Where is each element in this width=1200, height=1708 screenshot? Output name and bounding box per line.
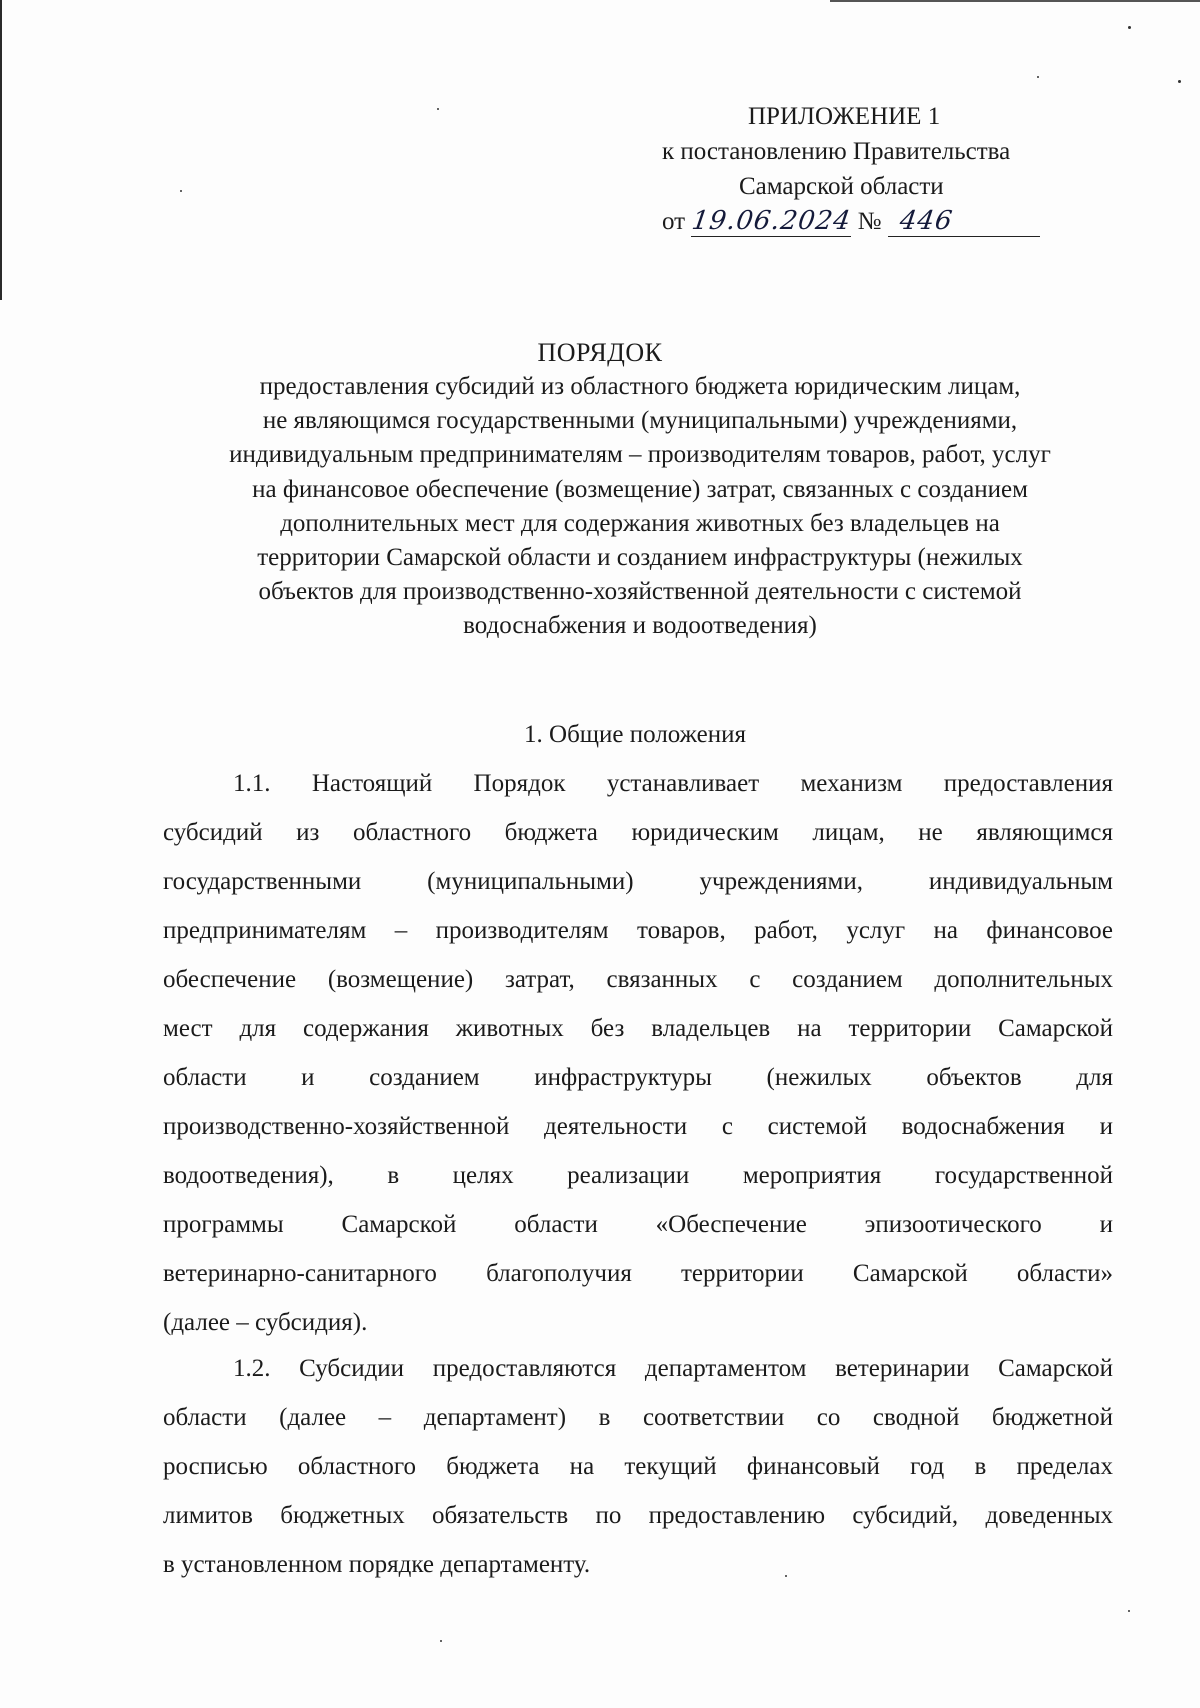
paragraph-line: 1.2. Субсидии предоставляются департаментом ветеринарии Самарской [233, 1355, 1113, 1382]
appendix-date-number-line [662, 205, 1062, 239]
subtitle-line: на финансовое обеспечение (возмещение) затрат, связанных с созданием [252, 475, 1028, 503]
subtitle-line: территории Самарской области и созданием инфраструктуры (нежилых [257, 544, 1023, 572]
scan-speck [1178, 80, 1181, 83]
subtitle-line: водоснабжения и водоотведения) [463, 612, 817, 640]
paragraph-line: (далее – субсидия). [163, 1309, 368, 1336]
paragraph-line: программы Самарской области «Обеспечение эпизоотического и [163, 1211, 1113, 1238]
paragraph-line: 1.1. Настоящий Порядок устанавливает механизм предоставления [233, 770, 1113, 797]
scan-speck [437, 108, 439, 110]
paragraph-line: производственно-хозяйственной деятельности с системой водоснабжения и [163, 1113, 1113, 1140]
date-field [691, 207, 851, 237]
scan-speck [1128, 1610, 1130, 1612]
document-subtitle [160, 370, 1120, 644]
paragraph-line: росписью областного бюджета на текущий финансовый год в пределах [163, 1453, 1113, 1480]
paragraph-line: области и созданием инфраструктуры (нежилых объектов для [163, 1064, 1113, 1091]
handwritten-date: 19.06.2024 [689, 206, 853, 236]
subtitle-line: не являющимся государственными (муниципальными) учреждениями, [262, 407, 1018, 435]
section-heading: 1. Общие положения [524, 721, 746, 748]
appendix-region: Самарской области [739, 173, 944, 200]
scan-speck [1037, 76, 1039, 78]
scan-speck [180, 190, 182, 192]
paragraph-1-2 [163, 1344, 1113, 1589]
paragraph-line: ветеринарно-санитарного благополучия территории Самарской области» [163, 1260, 1113, 1287]
paragraph-line: государственными (муниципальными) учреждениями, индивидуальным [163, 868, 1113, 895]
scan-speck [1128, 26, 1131, 29]
number-label: № [857, 208, 882, 235]
paragraph-line: мест для содержания животных без владельцев на территории Самарской [163, 1015, 1113, 1042]
paragraph-line: предпринимателям – производителям товаров, работ, услуг на финансовое [163, 917, 1113, 944]
handwritten-number: 446 [897, 206, 955, 236]
paragraph-line: субсидий из областного бюджета юридическим лицам, не являющимся [163, 819, 1113, 846]
paragraph-1-1 [163, 759, 1113, 1347]
date-prefix: от [662, 208, 686, 235]
appendix-reference: к постановлению Правительства [662, 138, 1011, 165]
paragraph-line: области (далее – департамент) в соответствии со сводной бюджетной [163, 1404, 1113, 1431]
number-field [888, 207, 1040, 237]
scan-edge-line-left [0, 0, 2, 300]
paragraph-line: в установленном порядке департаменту. [163, 1551, 591, 1578]
scan-edge-line-top [830, 0, 1200, 2]
document-title: ПОРЯДОК [537, 338, 663, 367]
subtitle-line: дополнительных мест для содержания животных без владельцев на [280, 509, 1000, 537]
paragraph-line: лимитов бюджетных обязательств по предоставлению субсидий, доведенных [163, 1502, 1113, 1529]
paragraph-line: водоотведения), в целях реализации мероприятия государственной [163, 1162, 1113, 1189]
subtitle-line: индивидуальным предпринимателям – производителям товаров, работ, услуг [229, 441, 1051, 469]
appendix-title: ПРИЛОЖЕНИЕ 1 [748, 103, 941, 130]
paragraph-line: обеспечение (возмещение) затрат, связанных с созданием дополнительных [163, 966, 1113, 993]
subtitle-line: объектов для производственно-хозяйственной деятельности с системой [258, 578, 1022, 606]
subtitle-line: предоставления субсидий из областного бюджета юридическим лицам, [259, 373, 1021, 400]
scan-speck [440, 1640, 442, 1642]
